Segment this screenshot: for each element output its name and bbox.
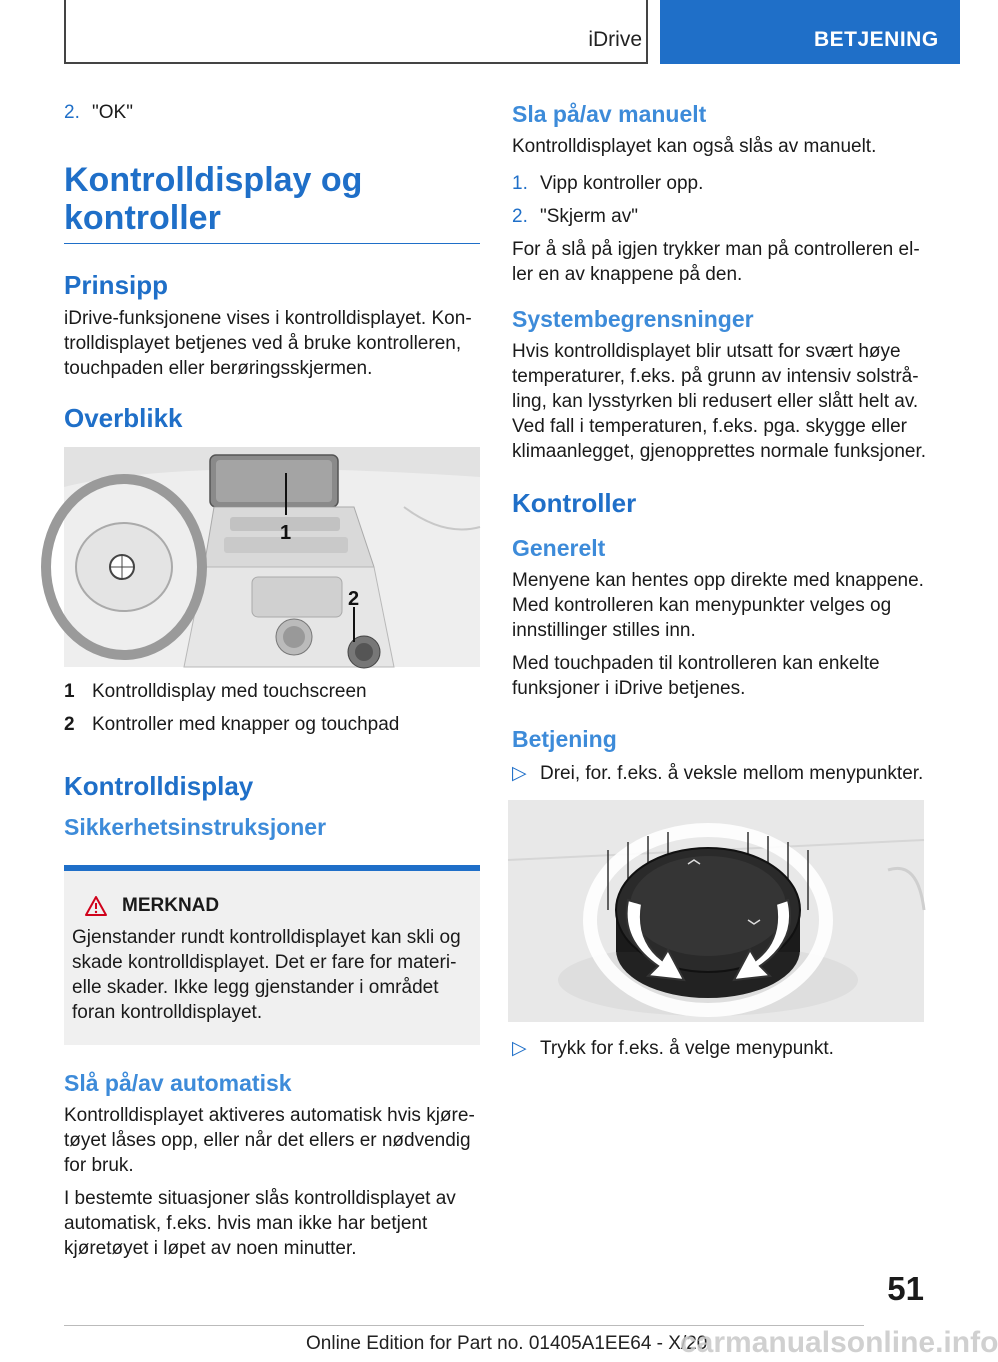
operation-bullet: [512, 1036, 928, 1061]
step-text: Vipp kontroller opp.: [540, 173, 704, 194]
page-number: 51: [887, 1270, 924, 1307]
watermark: carmanualsonline.info: [680, 1326, 998, 1359]
header-box: [64, 0, 648, 64]
notice-box: [64, 865, 480, 1045]
notice-title: MERKNAD: [122, 895, 220, 916]
general-paragraph-2: Med touchpaden til kontrolleren kan enkelte funksjoner i iDrive betjenes.: [512, 653, 880, 699]
step-text: "OK": [92, 102, 133, 123]
overview-heading: Overblikk: [64, 403, 183, 433]
legend-number: 1: [64, 681, 75, 702]
limits-heading: Systembegrensninger: [512, 306, 754, 332]
bullet-text: Drei, for. f.eks. å veksle mellom menypunkter.: [540, 763, 924, 784]
legend-number: 2: [64, 714, 75, 735]
notice-title-row: [84, 895, 470, 917]
step-text: "Skjerm av": [540, 206, 638, 227]
operation-heading: Betjening: [512, 726, 617, 752]
manual-heading: Sla på/av manuelt: [512, 101, 707, 127]
callout-1: 1: [280, 522, 292, 544]
auto-heading: Slå på/av automatisk: [64, 1070, 292, 1096]
legend-item: [64, 679, 480, 704]
manual-intro: Kontrolldisplayet kan også slås av manuelt.: [512, 136, 877, 157]
controller-rotate-illustration: [508, 800, 924, 1022]
manual-after: For å slå på igjen trykker man på controlleren eller en av knappene på den.: [512, 239, 920, 285]
page-title: Kontrolldisplay og kontroller: [64, 161, 480, 244]
warning-triangle-icon: [84, 895, 108, 917]
legend-text: Kontroller med knapper og touchpad: [92, 714, 400, 735]
bullet-text: Trykk for f.eks. å velge menypunkt.: [540, 1038, 834, 1059]
cockpit-illustration: [64, 447, 480, 667]
step-number: 2.: [64, 102, 80, 123]
general-heading: Generelt: [512, 535, 606, 561]
intro-step: [64, 100, 480, 125]
manual-step: [512, 204, 928, 229]
principle-text: iDrive-funksjonene vises i kontrolldisplayet. Kontrolldisplayet betjenes ved å bruke kontrolleren, touchpaden eller berøringsskjermen.: [64, 308, 472, 379]
footer-edition: Online Edition for Part no. 01405A1EE64 - X/20: [306, 1333, 708, 1354]
display-heading: Kontrolldisplay: [64, 771, 254, 801]
left-column: [64, 100, 480, 1269]
auto-paragraph-1: Kontrolldisplayet aktiveres automatisk hvis kjøretøyet låses opp, eller når det ellers er nødvendig for bruk.: [64, 1105, 475, 1176]
operation-bullet: [512, 761, 928, 786]
bullet-icon: ▷: [512, 1038, 527, 1059]
limits-text: Hvis kontrolldisplayet blir utsatt for svært høye temperaturer, f.eks. på grunn av intensiv solstråling, kan lysstyrken bli redusert eller slått helt av. Ved fall i temperaturen, f.eks. pga. skygge eller klimaanlegget, gjenopprettes normale funksjoner.: [512, 341, 927, 462]
header-section: iDrive: [588, 28, 642, 51]
auto-paragraph-2: I bestemte situasjoner slås kontrolldisplayet av automatisk, f.eks. hvis man ikke har betjent kjøretøyet i løpet av noen minutter.: [64, 1188, 456, 1259]
safety-heading: Sikkerhetsinstruksjoner: [64, 814, 327, 840]
step-number: 2.: [512, 206, 528, 227]
callout-2: 2: [348, 588, 360, 610]
controller-drawing: [508, 800, 924, 1022]
cockpit-drawing: [64, 447, 480, 667]
notice-text: Gjenstander rundt kontrolldisplayet kan skli og skade kontrolldisplayet. Det er fare for materielle skader. Ikke legg gjenstander i området foran kontrolldisplayet.: [72, 927, 461, 1023]
bullet-icon: ▷: [512, 763, 527, 784]
step-number: 1.: [512, 173, 528, 194]
legend-text: Kontrolldisplay med touchscreen: [92, 681, 367, 702]
manual-step: [512, 171, 928, 196]
principle-heading: Prinsipp: [64, 270, 169, 300]
right-column: [512, 100, 928, 1069]
header-chapter-tab: BETJENING: [660, 0, 960, 64]
controller-heading: Kontroller: [512, 488, 637, 518]
legend-item: [64, 712, 480, 737]
general-paragraph-1: Menyene kan hentes opp direkte med knappene. Med kontrolleren kan menypunkter velges og innstillinger stilles inn.: [512, 570, 924, 641]
